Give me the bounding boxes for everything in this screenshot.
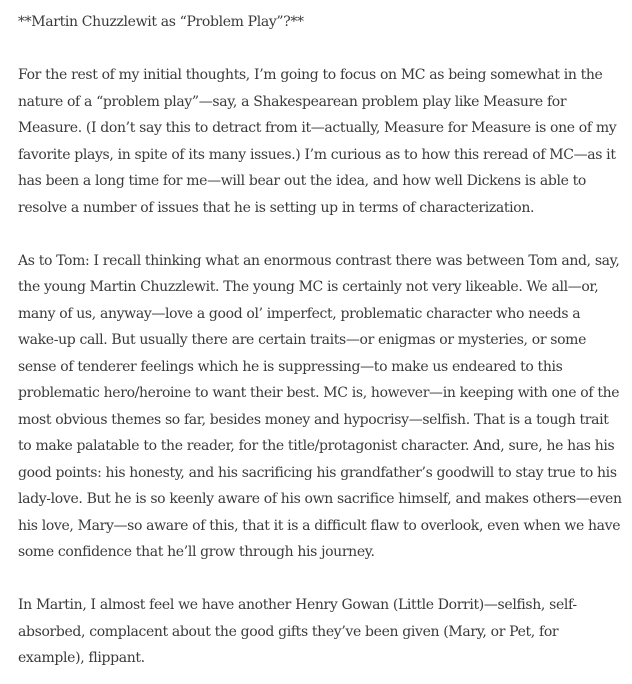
paragraph-henry-gowan: In Martin, I almost feel we have another Henry Gowan (Little Dorrit)—selfish, self-absorbed, complacent about the good gifts they’ve been given (Mary, or Pet, for example), flippant.	[18, 597, 577, 666]
post-heading: **Martin Chuzzlewit as “Problem Play”?**	[18, 14, 304, 30]
paragraph-tom-contrast: As to Tom: I recall thinking what an enormous contrast there was between Tom and, say, the young Martin Chuzzlewit. The young MC is certainly not very likeable. We all—or, many of us, anyway—love a good ol’ imperfect, problematic character who needs a wake-up call. But usually there are certain traits—or enigmas or mysteries, or some sense of tenderer feelings which he is suppressing—to make us endeared to this problematic hero/heroine to want their best. MC is, however—in keeping with one of the most obvious themes so far, besides money and hypocrisy—selfish. That is a tough trait to make palatable to the reader, for the title/protagonist character. And, sure, he has his good points: his honesty, and his sacrificing his grandfather’s goodwill to stay true to his lady-love. But he is so keenly aware of his own sacrifice himself, and makes others—even his love, Mary—so aware of this, that it is a difficult flaw to overlook, even when we have some confidence that he’ll grow through his journey.	[18, 252, 622, 560]
paragraph-problem-play: For the rest of my initial thoughts, I’m going to focus on MC as being somewhat in the nature of a “problem play”—say, a Shakespearean problem play like Measure for Measure. (I don’t say this to detract from it—actually, Measure for Measure is one of my favorite plays, in spite of its many issues.) I’m curious as to how this reread of MC—as it has been a long time for me—will bear out the idea, and how well Dickens is able to resolve a number of issues that he is setting up in terms of characterization.	[18, 67, 617, 216]
